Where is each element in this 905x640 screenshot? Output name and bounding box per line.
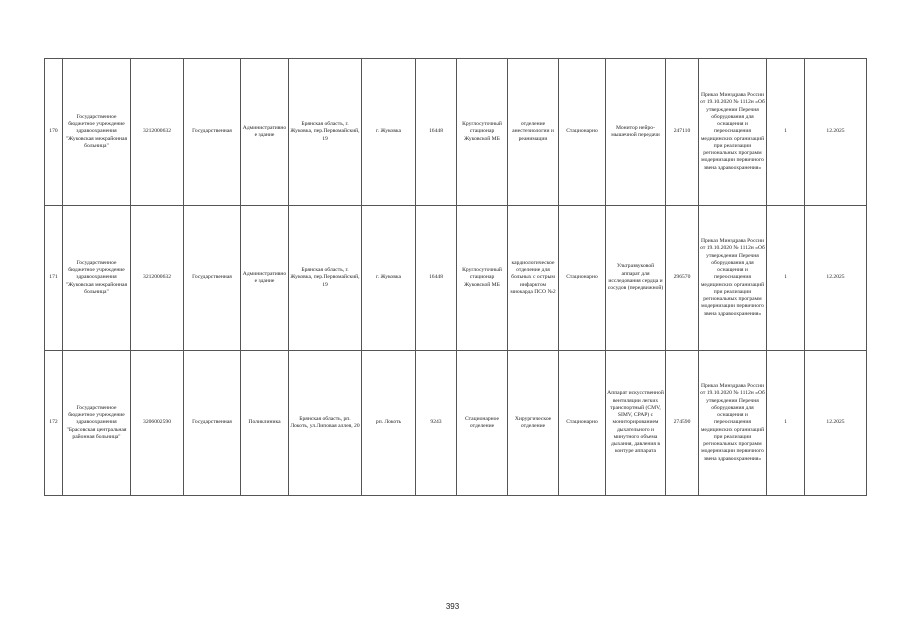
legal-basis: Приказ Минздрава России от 19.10.2020 № 1112н «Об утверждении Перечня оборудования для оснащения и переоснащения медицинских организаций при реализации региональных программ модернизации первичного звена здравоохранения»	[699, 351, 767, 496]
page-number: 393	[445, 602, 460, 611]
locality-code: 16448	[416, 206, 457, 351]
ownership-type: Государственная	[184, 206, 241, 351]
inn-code: 3212000632	[131, 59, 184, 206]
table-row	[45, 206, 867, 351]
building-type: Административное здание	[241, 206, 289, 351]
facility: Круглосуточный стационар Жуковской МБ	[457, 206, 508, 351]
delivery-date: 12.2025	[805, 206, 867, 351]
row-number: 172	[45, 351, 63, 496]
inn-code: 3212000632	[131, 206, 184, 351]
locality: г. Жуковка	[362, 206, 416, 351]
building-type: Административное здание	[241, 59, 289, 206]
equipment-registry-table	[44, 58, 867, 496]
locality-code: 16448	[416, 59, 457, 206]
ownership-type: Государственная	[184, 59, 241, 206]
department: отделение анестезиологии и реанимации	[508, 59, 559, 206]
ownership-type: Государственная	[184, 351, 241, 496]
quantity: 1	[767, 59, 805, 206]
price: 274590	[666, 351, 699, 496]
delivery-date: 12.2025	[805, 59, 867, 206]
facility: Круглосуточный стационар Жуковской МБ	[457, 59, 508, 206]
table-row	[45, 59, 867, 206]
address: Брянская область, рп. Локоть, ул.Липовая аллея, 20	[289, 351, 362, 496]
quantity: 1	[767, 206, 805, 351]
organization-name: Государственное бюджетное учреждение здравоохранения "Жуковская межрайонная больница"	[63, 206, 131, 351]
table-row	[45, 351, 867, 496]
equipment-name: Монитор нейро-мышечной передачи	[606, 59, 666, 206]
locality-code: 9243	[416, 351, 457, 496]
department: Хирургическое отделение	[508, 351, 559, 496]
legal-basis: Приказ Минздрава России от 19.10.2020 № 1112н «Об утверждении Перечня оборудования для оснащения и переоснащения медицинских организаций при реализации региональных программ модернизации первичного звена здравоохранения»	[699, 206, 767, 351]
facility: Стационарное отделение	[457, 351, 508, 496]
price: 247110	[666, 59, 699, 206]
equipment-name: Ультразвуковой аппарат для исследования сердца и сосудов (передвижной)	[606, 206, 666, 351]
row-number: 171	[45, 206, 63, 351]
locality: г. Жуковка	[362, 59, 416, 206]
address: Брянская область, г. Жуковка, пер.Первомайский, 19	[289, 59, 362, 206]
row-number: 170	[45, 59, 63, 206]
delivery-date: 12.2025	[805, 351, 867, 496]
care-type: Стационарно	[559, 351, 606, 496]
legal-basis: Приказ Минздрава России от 19.10.2020 № 1112н «Об утверждении Перечня оборудования для оснащения и переоснащения медицинских организаций при реализации региональных программ модернизации первичного звена здравоохранения»	[699, 59, 767, 206]
locality: рп. Локоть	[362, 351, 416, 496]
care-type: Стационарно	[559, 206, 606, 351]
inn-code: 3206002590	[131, 351, 184, 496]
organization-name: Государственное бюджетное учреждение здравоохранения "Жуковская межрайонная больница"	[63, 59, 131, 206]
department: кардиологическое отделение для больных с острым инфарктом миокарда ПСО №2	[508, 206, 559, 351]
care-type: Стационарно	[559, 59, 606, 206]
address: Брянская область, г. Жуковка, пер.Первомайский, 19	[289, 206, 362, 351]
building-type: Поликлиника	[241, 351, 289, 496]
quantity: 1	[767, 351, 805, 496]
price: 296570	[666, 206, 699, 351]
equipment-name: Аппарат искусственной вентиляции легких транспортный (CMV, SIMV, CPAP) с мониторированием дыхательного и минутного объема дыхания, давления в контуре аппарата	[606, 351, 666, 496]
organization-name: Государственное бюджетное учреждение здравоохранения "Брасовская центральная районная больница"	[63, 351, 131, 496]
